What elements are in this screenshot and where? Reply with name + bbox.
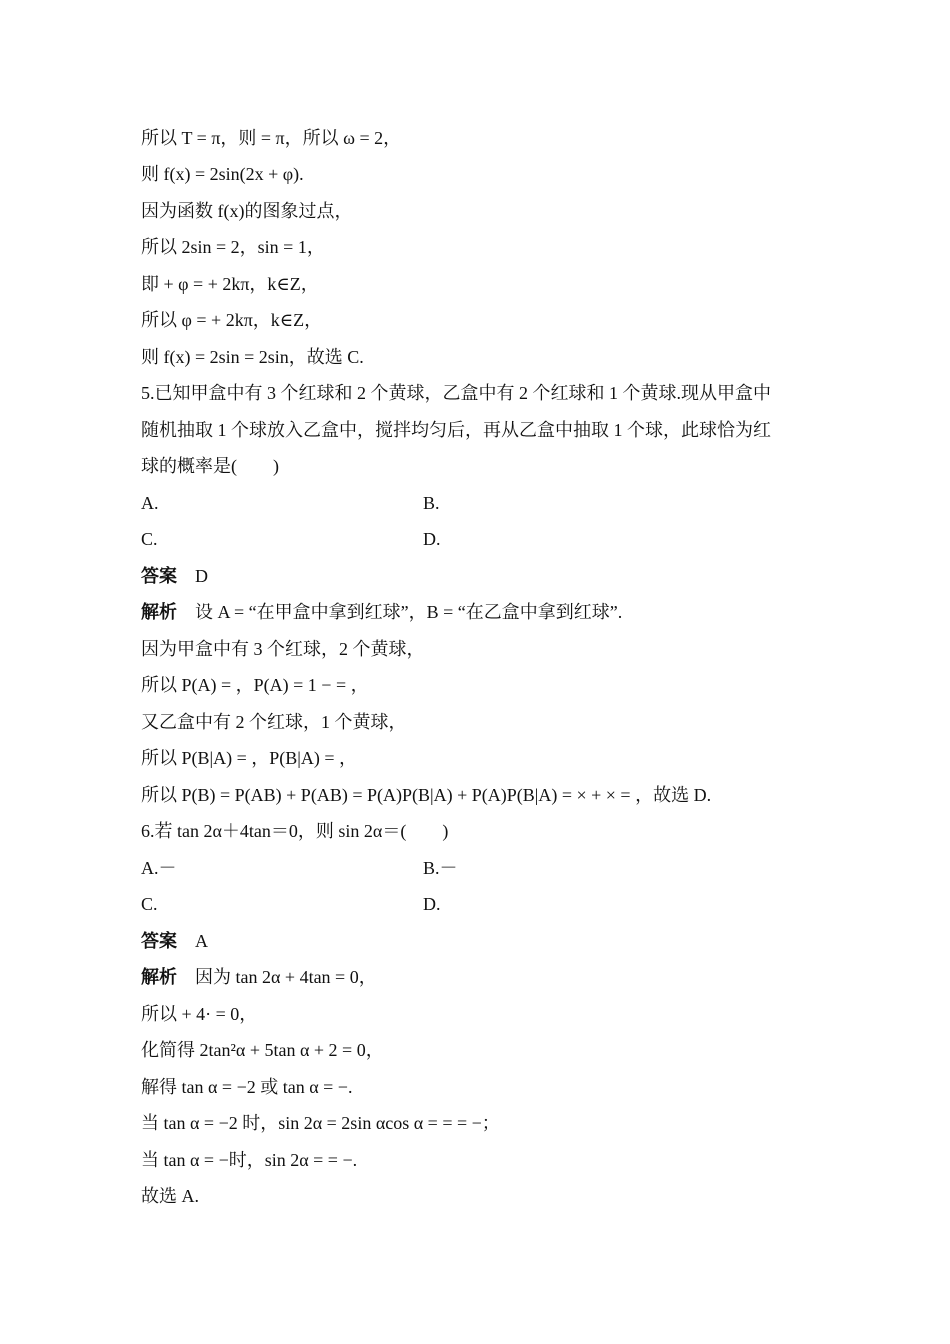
- question-5-text: 5.已知甲盒中有 3 个红球和 2 个黄球，乙盒中有 2 个红球和 1 个黄球.现从甲盒中: [141, 383, 771, 403]
- q6-explanation: [141, 965, 377, 989]
- text-line: 即 + φ = + 2kπ，k∈Z，: [141, 274, 319, 294]
- text-line: 所以 P(A) = ，P(A) = 1 − = ，: [141, 675, 369, 695]
- text-line: 当 tan α = −时，sin 2α = = −.: [141, 1150, 358, 1170]
- text-line: 所以 + 4· = 0，: [141, 1004, 258, 1024]
- text-line: 则 f(x) = 2sin(2x + φ).: [141, 164, 304, 184]
- q6-option-c: C.: [141, 894, 158, 914]
- q6-option-a: A.－: [141, 858, 177, 878]
- explanation-label: 解析: [141, 967, 177, 987]
- text-line: 故选 A.: [141, 1186, 199, 1206]
- text-line: 则 f(x) = 2sin = 2sin，故选 C.: [141, 347, 364, 367]
- explanation-text: 设 A = “在甲盒中拿到红球”，B = “在乙盒中拿到红球”.: [195, 602, 623, 622]
- text-line: 因为甲盒中有 3 个红球，2 个黄球，: [141, 639, 425, 659]
- text-line: 所以 P(B|A) = ，P(B|A) = ，: [141, 748, 358, 768]
- explanation-label: 解析: [141, 602, 177, 622]
- explanation-text: 因为 tan 2α + 4tan = 0，: [195, 967, 377, 987]
- text-line: 化简得 2tan²α + 5tan α + 2 = 0，: [141, 1040, 384, 1060]
- q5-option-d: D.: [423, 529, 441, 549]
- q5-option-a: A.: [141, 493, 159, 513]
- q6-option-d: D.: [423, 894, 441, 914]
- text-line: 所以 2sin = 2，sin = 1，: [141, 237, 325, 257]
- q5-option-c: C.: [141, 529, 158, 549]
- text-line: 因为函数 f(x)的图象过点，: [141, 201, 353, 221]
- text-line: 解得 tan α = −2 或 tan α = −.: [141, 1077, 353, 1097]
- answer-label: 答案: [141, 566, 177, 586]
- question-5-text: 球的概率是( ): [141, 456, 279, 476]
- q6-answer: [141, 929, 208, 953]
- answer-value: A: [195, 931, 208, 951]
- q6-option-b: B.－: [423, 858, 458, 878]
- text-line: 所以 φ = + 2kπ，k∈Z，: [141, 310, 323, 330]
- text-line: 又乙盒中有 2 个红球，1 个黄球，: [141, 712, 407, 732]
- answer-label: 答案: [141, 931, 177, 951]
- q5-answer: [141, 564, 208, 588]
- text-line: 所以 P(B) = P(AB) + P(AB) = P(A)P(B|A) + P(A)P(B|A) = × + × = ，故选 D.: [141, 785, 712, 805]
- text-line: 所以 T = π，则 = π，所以 ω = 2，: [141, 128, 402, 148]
- answer-value: D: [195, 566, 208, 586]
- q5-explanation: [141, 600, 622, 624]
- question-6-text: 6.若 tan 2α＋4tan＝0，则 sin 2α＝( ): [141, 821, 449, 841]
- question-5-text: 随机抽取 1 个球放入乙盒中，搅拌均匀后，再从乙盒中抽取 1 个球，此球恰为红: [141, 420, 771, 440]
- text-line: 当 tan α = −2 时，sin 2α = 2sin αcos α = = = −；: [141, 1113, 500, 1133]
- q5-option-b: B.: [423, 493, 440, 513]
